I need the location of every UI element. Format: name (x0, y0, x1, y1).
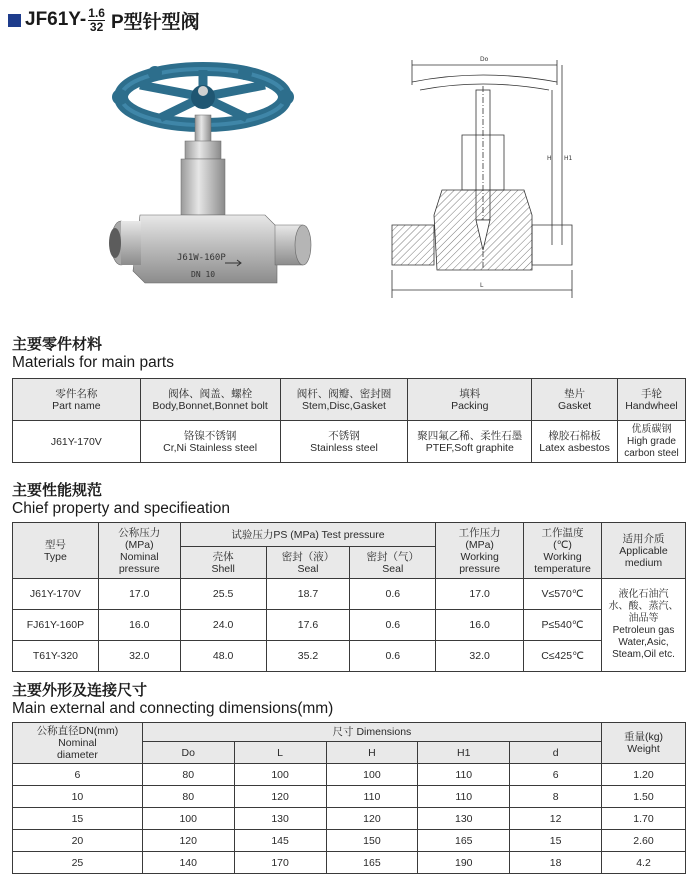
materials-heading-en: Materials for main parts (12, 354, 174, 371)
property-table (12, 522, 686, 672)
property-cell: T61Y-320 (13, 641, 99, 672)
table-row (13, 579, 686, 610)
property-header-test: 试验压力PS (MPa) Test pressure (180, 523, 436, 547)
drawing-label-do: Do (480, 56, 489, 63)
dimensions-col-header: L (234, 742, 326, 764)
property-header-temp: 工作温度 (℃) Working temperature (524, 523, 602, 579)
dimensions-cell: 190 (418, 852, 510, 874)
materials-header-cell: 手轮 Handwheel (618, 379, 686, 421)
dimensions-cell: 110 (326, 786, 418, 808)
dimensions-col-header: H1 (418, 742, 510, 764)
property-cell: 32.0 (98, 641, 180, 672)
property-cell: 0.6 (350, 579, 436, 610)
property-heading-zh: 主要性能规范 (12, 482, 103, 499)
property-cell: 0.6 (350, 610, 436, 641)
property-header-medium: 适用介质 Applicable medium (602, 523, 686, 579)
dimensions-col-header: d (510, 742, 602, 764)
dimensions-cell: 110 (418, 764, 510, 786)
property-heading (12, 482, 230, 518)
title-pressure-bottom: 32 (89, 19, 104, 34)
dimensions-cell: 130 (418, 808, 510, 830)
dimensions-cell: 100 (234, 764, 326, 786)
materials-heading-zh: 主要零件材料 (12, 336, 103, 353)
dimensions-cell: 1.50 (602, 786, 686, 808)
drawing-label-h1: H1 (564, 155, 573, 162)
valve-marking-line2: DN 10 (191, 270, 216, 279)
dimensions-cell: 25 (13, 852, 143, 874)
dimensions-header-weight: 重量(kg) Weight (602, 723, 686, 764)
dimensions-cell: 20 (13, 830, 143, 852)
materials-cell: J61Y-170V (13, 421, 141, 463)
drawing-label-l: L (480, 282, 484, 289)
materials-cell: 不锈钢 Stainless steel (280, 421, 408, 463)
dimensions-col-header: H (326, 742, 418, 764)
title-prefix: JF61Y- (25, 9, 87, 30)
property-cell: 48.0 (180, 641, 266, 672)
valve-photo (85, 55, 320, 315)
materials-heading (12, 336, 174, 372)
property-cell: J61Y-170V (13, 579, 99, 610)
dimensions-cell: 145 (234, 830, 326, 852)
table-row (13, 641, 686, 672)
table-row (13, 610, 686, 641)
property-cell: 25.5 (180, 579, 266, 610)
dimensions-header-row (13, 723, 686, 742)
property-header-type: 型号 Type (13, 523, 99, 579)
property-cell: 32.0 (436, 641, 524, 672)
property-cell: 18.7 (266, 579, 350, 610)
dimensions-cell: 10 (13, 786, 143, 808)
property-heading-en: Chief property and specifieation (12, 500, 230, 517)
materials-cell: 橡胶石棉板 Latex asbestos (532, 421, 618, 463)
dimensions-cell: 165 (418, 830, 510, 852)
dimensions-heading-en: Main external and connecting dimensions(mm) (12, 700, 334, 717)
dimensions-cell: 130 (234, 808, 326, 830)
dimensions-cell: 1.70 (602, 808, 686, 830)
dimensions-cell: 12 (510, 808, 602, 830)
materials-header-cell: 零件名称 Part name (13, 379, 141, 421)
dimensions-cell: 6 (510, 764, 602, 786)
property-cell: 17.6 (266, 610, 350, 641)
dimensions-header-dn: 公称直径DN(mm) Nominal diameter (13, 723, 143, 764)
dimensions-cell: 100 (326, 764, 418, 786)
materials-cell: 聚四氟乙稀、柔性石墨 PTEF,Soft graphite (408, 421, 532, 463)
dimensions-cell: 165 (326, 852, 418, 874)
dimensions-cell: 120 (234, 786, 326, 808)
dimensions-cell: 8 (510, 786, 602, 808)
property-cell: 17.0 (436, 579, 524, 610)
dimensions-heading (12, 682, 333, 718)
property-cell: FJ61Y-160P (13, 610, 99, 641)
property-cell: 17.0 (98, 579, 180, 610)
materials-header-cell: 垫片 Gasket (532, 379, 618, 421)
dimensions-table (12, 722, 686, 874)
dimensions-heading-zh: 主要外形及连接尺寸 (12, 682, 148, 699)
dimensions-cell: 18 (510, 852, 602, 874)
dimensions-cell: 15 (510, 830, 602, 852)
property-cell: 0.6 (350, 641, 436, 672)
table-row (13, 421, 686, 463)
table-row (13, 852, 686, 874)
title-pressure-top: 1.6 (88, 5, 105, 20)
valve-marking-line1: J61W-160P (177, 253, 226, 263)
page-title (8, 4, 200, 36)
property-header-nominal: 公称压力 (MPa) Nominal pressure (98, 523, 180, 579)
property-medium-cell: 液化石油汽 水、酸、蒸汽、 油品等 Petroleun gas Water,Asic, Steam,Oil etc. (602, 579, 686, 672)
property-cell: 16.0 (436, 610, 524, 641)
dimensions-cell: 120 (142, 830, 234, 852)
dimensions-cell: 2.60 (602, 830, 686, 852)
table-row (13, 808, 686, 830)
dimensions-cell: 4.2 (602, 852, 686, 874)
property-cell: 24.0 (180, 610, 266, 641)
valve-cross-section-drawing (382, 50, 582, 310)
dimensions-cell: 1.20 (602, 764, 686, 786)
property-cell: V≤570℃ (524, 579, 602, 610)
property-cell: 16.0 (98, 610, 180, 641)
dimensions-header-dims: 尺寸 Dimensions (142, 723, 601, 742)
dimensions-cell: 80 (142, 786, 234, 808)
dimensions-cell: 110 (418, 786, 510, 808)
materials-cell: 铬镍不锈钢 Cr,Ni Stainless steel (140, 421, 280, 463)
materials-header-row (13, 379, 686, 421)
dimensions-cell: 150 (326, 830, 418, 852)
property-cell: P≤540℃ (524, 610, 602, 641)
table-row (13, 764, 686, 786)
property-cell: C≤425℃ (524, 641, 602, 672)
property-cell: 35.2 (266, 641, 350, 672)
dimensions-cell: 120 (326, 808, 418, 830)
materials-header-cell: 填料 Packing (408, 379, 532, 421)
materials-header-cell: 阀体、阀盖、螺栓 Body,Bonnet,Bonnet bolt (140, 379, 280, 421)
title-square-icon (8, 14, 21, 27)
dimensions-cell: 80 (142, 764, 234, 786)
materials-header-cell: 阀杆、阀瓣、密封圈 Stem,Disc,Gasket (280, 379, 408, 421)
property-header-row (13, 523, 686, 547)
property-header-seal-liquid: 密封（液） Seal (266, 547, 350, 579)
property-header-working: 工作压力 (MPa) Working pressure (436, 523, 524, 579)
title-pressure-fraction (88, 7, 105, 34)
drawing-label-h: H (547, 155, 552, 162)
dimensions-col-header: Do (142, 742, 234, 764)
property-header-shell: 壳体 Shell (180, 547, 266, 579)
dimensions-cell: 100 (142, 808, 234, 830)
table-row (13, 830, 686, 852)
dimensions-cell: 6 (13, 764, 143, 786)
title-suffix: P型针型阀 (110, 11, 200, 33)
property-header-seal-gas: 密封（气） Seal (350, 547, 436, 579)
dimensions-cell: 15 (13, 808, 143, 830)
dimensions-cell: 170 (234, 852, 326, 874)
dimensions-cell: 140 (142, 852, 234, 874)
materials-cell: 优质碳钢 High grade carbon steel (618, 421, 686, 463)
table-row (13, 786, 686, 808)
materials-table (12, 378, 686, 463)
